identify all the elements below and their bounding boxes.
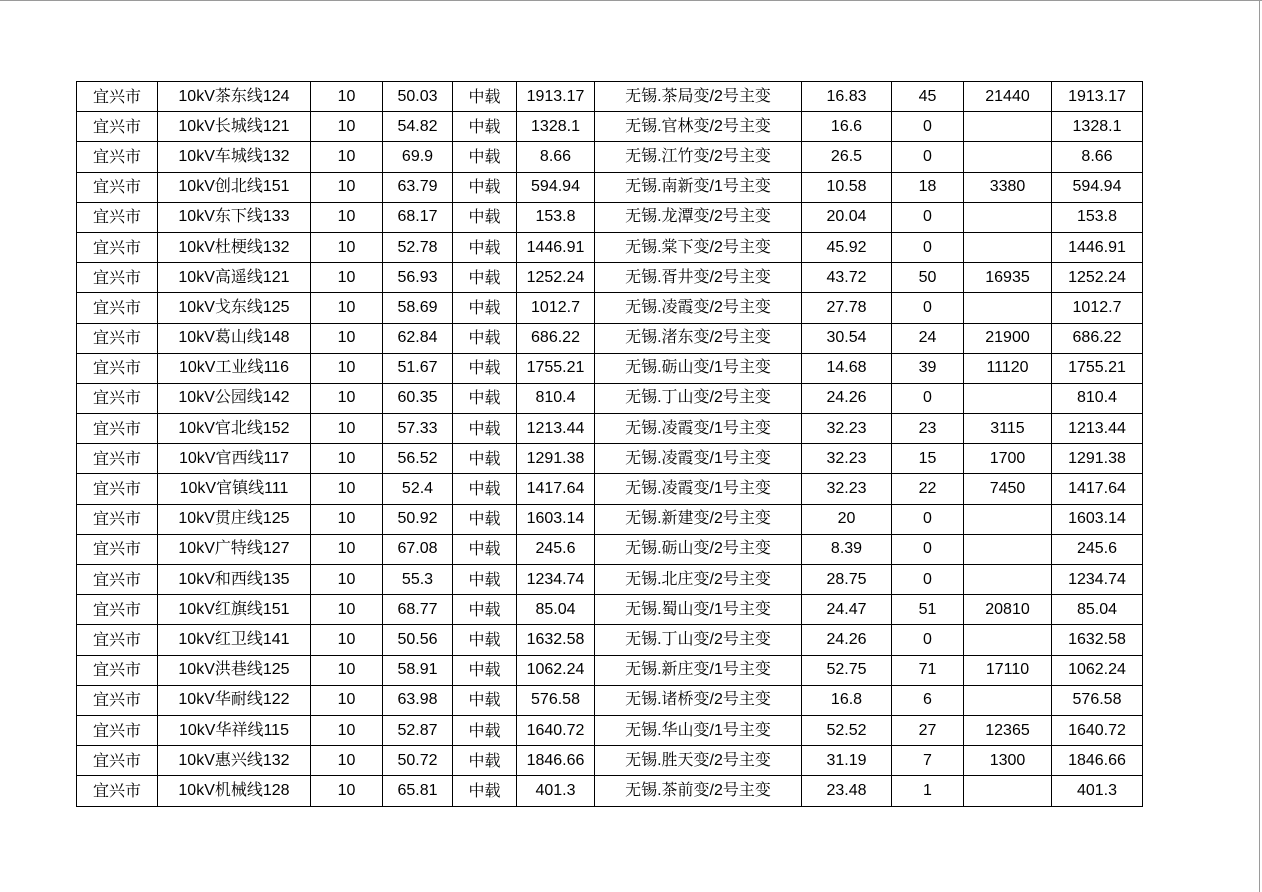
total-cell: 85.04 <box>1052 595 1143 625</box>
transformer-load-cell: 28.75 <box>802 565 892 595</box>
load-level-cell: 中载 <box>453 383 517 413</box>
table-row <box>77 715 1143 745</box>
capacity-cell: 85.04 <box>517 595 595 625</box>
table-row <box>77 685 1143 715</box>
capacity-cell: 576.58 <box>517 685 595 715</box>
page-top-border <box>0 0 1262 1</box>
table-row <box>77 625 1143 655</box>
count-cell: 0 <box>892 202 964 232</box>
value-cell: 12365 <box>964 715 1052 745</box>
line-name-cell: 10kV长城线121 <box>158 112 311 142</box>
value-cell <box>964 112 1052 142</box>
load-rate-cell: 52.4 <box>383 474 453 504</box>
voltage-cell: 10 <box>311 776 383 806</box>
voltage-cell: 10 <box>311 595 383 625</box>
line-name-cell: 10kV公园线142 <box>158 383 311 413</box>
count-cell: 15 <box>892 444 964 474</box>
count-cell: 39 <box>892 353 964 383</box>
load-rate-cell: 50.56 <box>383 625 453 655</box>
value-cell <box>964 383 1052 413</box>
substation-cell: 无锡.凌霞变/1号主变 <box>595 444 802 474</box>
voltage-cell: 10 <box>311 715 383 745</box>
line-name-cell: 10kV华祥线115 <box>158 715 311 745</box>
load-rate-cell: 60.35 <box>383 383 453 413</box>
capacity-cell: 810.4 <box>517 383 595 413</box>
load-rate-cell: 62.84 <box>383 323 453 353</box>
table-row <box>77 746 1143 776</box>
load-level-cell: 中载 <box>453 323 517 353</box>
transformer-load-cell: 26.5 <box>802 142 892 172</box>
table-row <box>77 565 1143 595</box>
page-right-border <box>1259 0 1260 892</box>
voltage-cell: 10 <box>311 444 383 474</box>
substation-cell: 无锡.砺山变/2号主变 <box>595 534 802 564</box>
total-cell: 245.6 <box>1052 534 1143 564</box>
capacity-cell: 1291.38 <box>517 444 595 474</box>
load-rate-cell: 51.67 <box>383 353 453 383</box>
table-row <box>77 474 1143 504</box>
line-name-cell: 10kV戈东线125 <box>158 293 311 323</box>
value-cell: 20810 <box>964 595 1052 625</box>
transformer-load-cell: 30.54 <box>802 323 892 353</box>
table-row <box>77 776 1143 806</box>
table-row <box>77 444 1143 474</box>
total-cell: 8.66 <box>1052 142 1143 172</box>
transformer-load-cell: 24.26 <box>802 383 892 413</box>
substation-cell: 无锡.渚东变/2号主变 <box>595 323 802 353</box>
count-cell: 27 <box>892 715 964 745</box>
substation-cell: 无锡.龙潭变/2号主变 <box>595 202 802 232</box>
capacity-cell: 1640.72 <box>517 715 595 745</box>
table-row <box>77 172 1143 202</box>
city-cell: 宜兴市 <box>77 655 158 685</box>
city-cell: 宜兴市 <box>77 353 158 383</box>
substation-cell: 无锡.丁山变/2号主变 <box>595 625 802 655</box>
voltage-cell: 10 <box>311 474 383 504</box>
transformer-load-cell: 31.19 <box>802 746 892 776</box>
count-cell: 45 <box>892 82 964 112</box>
city-cell: 宜兴市 <box>77 685 158 715</box>
table-row <box>77 202 1143 232</box>
substation-cell: 无锡.胥井变/2号主变 <box>595 263 802 293</box>
count-cell: 7 <box>892 746 964 776</box>
count-cell: 0 <box>892 142 964 172</box>
load-rate-cell: 58.69 <box>383 293 453 323</box>
load-rate-cell: 57.33 <box>383 414 453 444</box>
voltage-cell: 10 <box>311 685 383 715</box>
voltage-cell: 10 <box>311 746 383 776</box>
load-level-cell: 中载 <box>453 504 517 534</box>
capacity-cell: 401.3 <box>517 776 595 806</box>
transformer-load-cell: 20 <box>802 504 892 534</box>
transformer-load-cell: 14.68 <box>802 353 892 383</box>
load-level-cell: 中载 <box>453 202 517 232</box>
value-cell: 21900 <box>964 323 1052 353</box>
capacity-cell: 686.22 <box>517 323 595 353</box>
load-rate-cell: 63.98 <box>383 685 453 715</box>
city-cell: 宜兴市 <box>77 474 158 504</box>
capacity-cell: 1755.21 <box>517 353 595 383</box>
voltage-cell: 10 <box>311 323 383 353</box>
value-cell <box>964 534 1052 564</box>
load-level-cell: 中载 <box>453 595 517 625</box>
value-cell <box>964 232 1052 262</box>
table-row <box>77 323 1143 353</box>
value-cell <box>964 565 1052 595</box>
capacity-cell: 1328.1 <box>517 112 595 142</box>
line-name-cell: 10kV和西线135 <box>158 565 311 595</box>
load-level-cell: 中载 <box>453 715 517 745</box>
count-cell: 50 <box>892 263 964 293</box>
transformer-load-cell: 32.23 <box>802 444 892 474</box>
load-rate-cell: 50.92 <box>383 504 453 534</box>
capacity-cell: 1603.14 <box>517 504 595 534</box>
total-cell: 401.3 <box>1052 776 1143 806</box>
substation-cell: 无锡.南新变/1号主变 <box>595 172 802 202</box>
line-name-cell: 10kV创北线151 <box>158 172 311 202</box>
load-rate-cell: 55.3 <box>383 565 453 595</box>
load-rate-cell: 65.81 <box>383 776 453 806</box>
city-cell: 宜兴市 <box>77 565 158 595</box>
line-name-cell: 10kV工业线116 <box>158 353 311 383</box>
line-name-cell: 10kV洪巷线125 <box>158 655 311 685</box>
count-cell: 6 <box>892 685 964 715</box>
line-name-cell: 10kV茶东线124 <box>158 82 311 112</box>
substation-cell: 无锡.丁山变/2号主变 <box>595 383 802 413</box>
voltage-cell: 10 <box>311 383 383 413</box>
capacity-cell: 1446.91 <box>517 232 595 262</box>
substation-cell: 无锡.官林变/2号主变 <box>595 112 802 142</box>
table-row <box>77 414 1143 444</box>
load-level-cell: 中载 <box>453 746 517 776</box>
city-cell: 宜兴市 <box>77 263 158 293</box>
transformer-load-cell: 16.8 <box>802 685 892 715</box>
transformer-load-cell: 27.78 <box>802 293 892 323</box>
city-cell: 宜兴市 <box>77 202 158 232</box>
voltage-cell: 10 <box>311 293 383 323</box>
load-level-cell: 中载 <box>453 263 517 293</box>
count-cell: 71 <box>892 655 964 685</box>
total-cell: 153.8 <box>1052 202 1143 232</box>
voltage-cell: 10 <box>311 172 383 202</box>
total-cell: 810.4 <box>1052 383 1143 413</box>
total-cell: 1291.38 <box>1052 444 1143 474</box>
load-rate-cell: 69.9 <box>383 142 453 172</box>
city-cell: 宜兴市 <box>77 444 158 474</box>
load-level-cell: 中载 <box>453 172 517 202</box>
total-cell: 1417.64 <box>1052 474 1143 504</box>
transformer-load-cell: 16.6 <box>802 112 892 142</box>
load-rate-cell: 52.78 <box>383 232 453 262</box>
table-row <box>77 655 1143 685</box>
table-body <box>77 82 1143 807</box>
total-cell: 1252.24 <box>1052 263 1143 293</box>
count-cell: 0 <box>892 534 964 564</box>
capacity-cell: 1234.74 <box>517 565 595 595</box>
load-level-cell: 中载 <box>453 444 517 474</box>
total-cell: 1603.14 <box>1052 504 1143 534</box>
count-cell: 0 <box>892 232 964 262</box>
substation-cell: 无锡.新庄变/1号主变 <box>595 655 802 685</box>
total-cell: 576.58 <box>1052 685 1143 715</box>
capacity-cell: 1417.64 <box>517 474 595 504</box>
voltage-cell: 10 <box>311 142 383 172</box>
transformer-load-cell: 24.26 <box>802 625 892 655</box>
city-cell: 宜兴市 <box>77 534 158 564</box>
value-cell: 17110 <box>964 655 1052 685</box>
city-cell: 宜兴市 <box>77 172 158 202</box>
line-name-cell: 10kV葛山线148 <box>158 323 311 353</box>
line-name-cell: 10kV华耐线122 <box>158 685 311 715</box>
line-name-cell: 10kV高遥线121 <box>158 263 311 293</box>
total-cell: 1012.7 <box>1052 293 1143 323</box>
city-cell: 宜兴市 <box>77 715 158 745</box>
load-level-cell: 中载 <box>453 142 517 172</box>
city-cell: 宜兴市 <box>77 82 158 112</box>
load-level-cell: 中载 <box>453 776 517 806</box>
value-cell: 7450 <box>964 474 1052 504</box>
line-name-cell: 10kV广特线127 <box>158 534 311 564</box>
voltage-cell: 10 <box>311 565 383 595</box>
city-cell: 宜兴市 <box>77 595 158 625</box>
total-cell: 1213.44 <box>1052 414 1143 444</box>
total-cell: 1632.58 <box>1052 625 1143 655</box>
voltage-cell: 10 <box>311 263 383 293</box>
load-level-cell: 中载 <box>453 82 517 112</box>
total-cell: 1234.74 <box>1052 565 1143 595</box>
line-name-cell: 10kV机械线128 <box>158 776 311 806</box>
city-cell: 宜兴市 <box>77 504 158 534</box>
substation-cell: 无锡.北庄变/2号主变 <box>595 565 802 595</box>
substation-cell: 无锡.凌霞变/1号主变 <box>595 474 802 504</box>
load-level-cell: 中载 <box>453 625 517 655</box>
load-rate-cell: 50.72 <box>383 746 453 776</box>
table-row <box>77 263 1143 293</box>
table-row <box>77 534 1143 564</box>
city-cell: 宜兴市 <box>77 323 158 353</box>
load-rate-cell: 63.79 <box>383 172 453 202</box>
table-row <box>77 82 1143 112</box>
line-name-cell: 10kV红旗线151 <box>158 595 311 625</box>
value-cell <box>964 293 1052 323</box>
voltage-cell: 10 <box>311 534 383 564</box>
load-level-cell: 中载 <box>453 655 517 685</box>
voltage-cell: 10 <box>311 232 383 262</box>
capacity-cell: 1632.58 <box>517 625 595 655</box>
capacity-cell: 245.6 <box>517 534 595 564</box>
load-level-cell: 中载 <box>453 232 517 262</box>
value-cell: 1300 <box>964 746 1052 776</box>
voltage-cell: 10 <box>311 82 383 112</box>
count-cell: 0 <box>892 625 964 655</box>
line-name-cell: 10kV官西线117 <box>158 444 311 474</box>
transformer-load-cell: 20.04 <box>802 202 892 232</box>
capacity-cell: 1846.66 <box>517 746 595 776</box>
total-cell: 1062.24 <box>1052 655 1143 685</box>
total-cell: 1913.17 <box>1052 82 1143 112</box>
load-rate-cell: 58.91 <box>383 655 453 685</box>
load-rate-cell: 68.77 <box>383 595 453 625</box>
transformer-load-cell: 43.72 <box>802 263 892 293</box>
load-rate-cell: 54.82 <box>383 112 453 142</box>
line-name-cell: 10kV东下线133 <box>158 202 311 232</box>
city-cell: 宜兴市 <box>77 414 158 444</box>
substation-cell: 无锡.胜天变/2号主变 <box>595 746 802 776</box>
count-cell: 23 <box>892 414 964 444</box>
transformer-load-cell: 23.48 <box>802 776 892 806</box>
city-cell: 宜兴市 <box>77 625 158 655</box>
total-cell: 1846.66 <box>1052 746 1143 776</box>
feeder-load-table <box>76 81 1143 807</box>
load-rate-cell: 52.87 <box>383 715 453 745</box>
value-cell: 16935 <box>964 263 1052 293</box>
substation-cell: 无锡.砺山变/1号主变 <box>595 353 802 383</box>
city-cell: 宜兴市 <box>77 232 158 262</box>
substation-cell: 无锡.棠下变/2号主变 <box>595 232 802 262</box>
total-cell: 686.22 <box>1052 323 1143 353</box>
table-row <box>77 595 1143 625</box>
count-cell: 18 <box>892 172 964 202</box>
transformer-load-cell: 52.75 <box>802 655 892 685</box>
table-row <box>77 142 1143 172</box>
table-row <box>77 383 1143 413</box>
total-cell: 1755.21 <box>1052 353 1143 383</box>
substation-cell: 无锡.新建变/2号主变 <box>595 504 802 534</box>
substation-cell: 无锡.诸桥变/2号主变 <box>595 685 802 715</box>
city-cell: 宜兴市 <box>77 746 158 776</box>
load-level-cell: 中载 <box>453 534 517 564</box>
transformer-load-cell: 32.23 <box>802 414 892 444</box>
capacity-cell: 594.94 <box>517 172 595 202</box>
load-level-cell: 中载 <box>453 414 517 444</box>
capacity-cell: 1062.24 <box>517 655 595 685</box>
transformer-load-cell: 16.83 <box>802 82 892 112</box>
substation-cell: 无锡.茶前变/2号主变 <box>595 776 802 806</box>
city-cell: 宜兴市 <box>77 293 158 323</box>
capacity-cell: 8.66 <box>517 142 595 172</box>
line-name-cell: 10kV官北线152 <box>158 414 311 444</box>
load-level-cell: 中载 <box>453 112 517 142</box>
line-name-cell: 10kV杜梗线132 <box>158 232 311 262</box>
capacity-cell: 1012.7 <box>517 293 595 323</box>
value-cell <box>964 142 1052 172</box>
capacity-cell: 153.8 <box>517 202 595 232</box>
value-cell <box>964 776 1052 806</box>
table-row <box>77 232 1143 262</box>
voltage-cell: 10 <box>311 353 383 383</box>
load-rate-cell: 56.93 <box>383 263 453 293</box>
load-rate-cell: 56.52 <box>383 444 453 474</box>
load-level-cell: 中载 <box>453 685 517 715</box>
count-cell: 24 <box>892 323 964 353</box>
count-cell: 22 <box>892 474 964 504</box>
transformer-load-cell: 45.92 <box>802 232 892 262</box>
load-level-cell: 中载 <box>453 474 517 504</box>
count-cell: 51 <box>892 595 964 625</box>
substation-cell: 无锡.蜀山变/1号主变 <box>595 595 802 625</box>
capacity-cell: 1213.44 <box>517 414 595 444</box>
table-row <box>77 293 1143 323</box>
city-cell: 宜兴市 <box>77 776 158 806</box>
substation-cell: 无锡.凌霞变/2号主变 <box>595 293 802 323</box>
voltage-cell: 10 <box>311 112 383 142</box>
line-name-cell: 10kV惠兴线132 <box>158 746 311 776</box>
voltage-cell: 10 <box>311 625 383 655</box>
voltage-cell: 10 <box>311 414 383 444</box>
transformer-load-cell: 24.47 <box>802 595 892 625</box>
count-cell: 0 <box>892 293 964 323</box>
value-cell: 3115 <box>964 414 1052 444</box>
value-cell: 3380 <box>964 172 1052 202</box>
line-name-cell: 10kV官镇线111 <box>158 474 311 504</box>
load-rate-cell: 67.08 <box>383 534 453 564</box>
transformer-load-cell: 8.39 <box>802 534 892 564</box>
table-row <box>77 504 1143 534</box>
line-name-cell: 10kV红卫线141 <box>158 625 311 655</box>
count-cell: 0 <box>892 504 964 534</box>
count-cell: 0 <box>892 565 964 595</box>
total-cell: 1640.72 <box>1052 715 1143 745</box>
line-name-cell: 10kV贯庄线125 <box>158 504 311 534</box>
load-level-cell: 中载 <box>453 353 517 383</box>
voltage-cell: 10 <box>311 202 383 232</box>
value-cell: 1700 <box>964 444 1052 474</box>
load-rate-cell: 50.03 <box>383 82 453 112</box>
transformer-load-cell: 52.52 <box>802 715 892 745</box>
value-cell <box>964 685 1052 715</box>
value-cell <box>964 504 1052 534</box>
transformer-load-cell: 32.23 <box>802 474 892 504</box>
value-cell <box>964 625 1052 655</box>
load-rate-cell: 68.17 <box>383 202 453 232</box>
table-row <box>77 353 1143 383</box>
count-cell: 0 <box>892 383 964 413</box>
load-level-cell: 中载 <box>453 293 517 323</box>
city-cell: 宜兴市 <box>77 112 158 142</box>
total-cell: 1446.91 <box>1052 232 1143 262</box>
substation-cell: 无锡.江竹变/2号主变 <box>595 142 802 172</box>
count-cell: 1 <box>892 776 964 806</box>
capacity-cell: 1913.17 <box>517 82 595 112</box>
load-level-cell: 中载 <box>453 565 517 595</box>
count-cell: 0 <box>892 112 964 142</box>
table-row <box>77 112 1143 142</box>
total-cell: 594.94 <box>1052 172 1143 202</box>
value-cell: 11120 <box>964 353 1052 383</box>
city-cell: 宜兴市 <box>77 383 158 413</box>
line-name-cell: 10kV车城线132 <box>158 142 311 172</box>
substation-cell: 无锡.凌霞变/1号主变 <box>595 414 802 444</box>
total-cell: 1328.1 <box>1052 112 1143 142</box>
voltage-cell: 10 <box>311 655 383 685</box>
capacity-cell: 1252.24 <box>517 263 595 293</box>
value-cell: 21440 <box>964 82 1052 112</box>
substation-cell: 无锡.茶局变/2号主变 <box>595 82 802 112</box>
city-cell: 宜兴市 <box>77 142 158 172</box>
value-cell <box>964 202 1052 232</box>
transformer-load-cell: 10.58 <box>802 172 892 202</box>
substation-cell: 无锡.华山变/1号主变 <box>595 715 802 745</box>
voltage-cell: 10 <box>311 504 383 534</box>
